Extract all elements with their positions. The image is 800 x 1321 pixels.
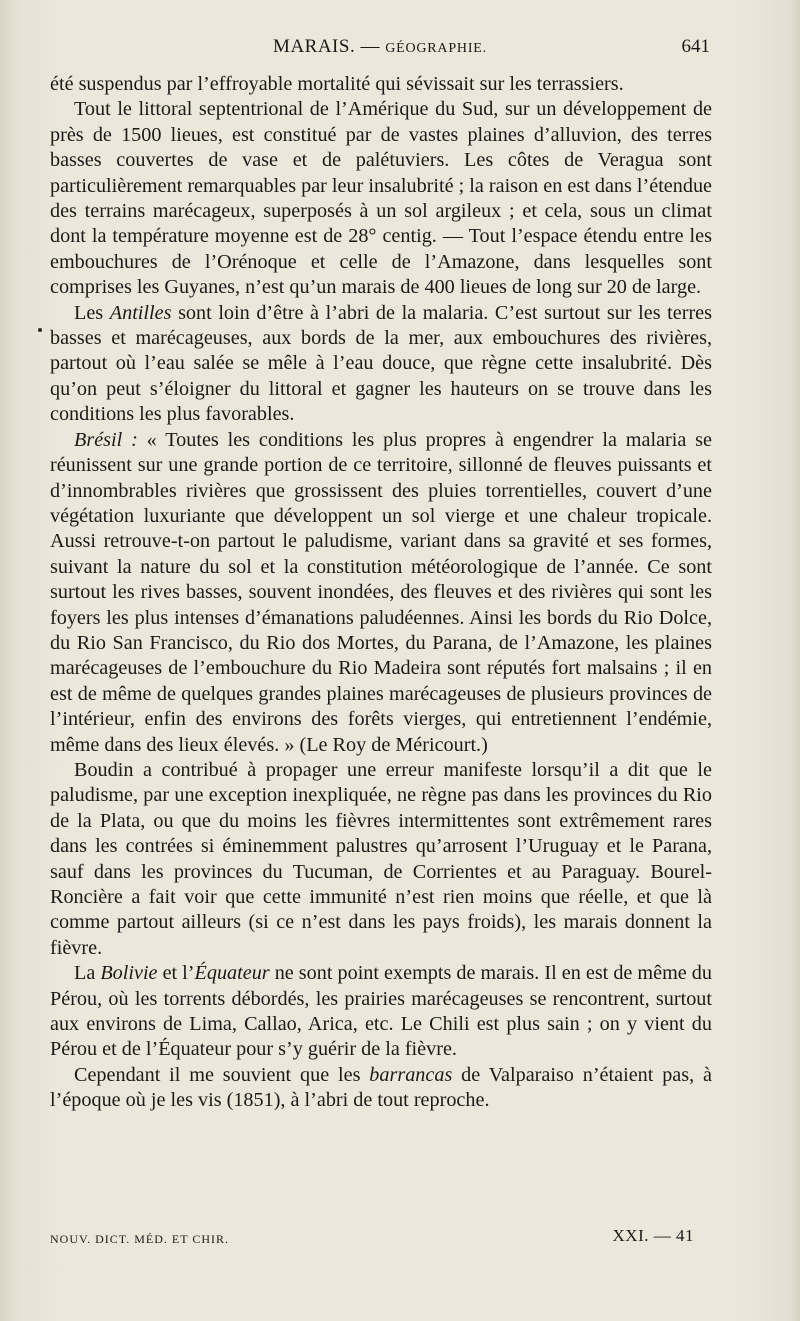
page-number: 641 [681,36,710,57]
paragraph-text: Les [74,301,110,324]
running-title [50,36,710,58]
margin-mark [38,328,42,332]
paragraph [50,961,712,1063]
paragraph-text: Boudin a contribué à propager une erreur manifeste lorsqu’il a dit que le paludisme, par une exception inexpliquée, ne règne pas dans les provinces du Rio de la Plata, ou que du moins les fièvres intermittentes sont extrêmement rares dans les contrées si éminemment palustres qu’arrosent l’Uruguay et le Parana, sauf dans les provinces du Tucuman, de Corrientes et au Paraguay. Bourel-Roncière a fait voir que cette immunité n’est rien moins que réelle, et que là comme partout ailleurs (si ce n’est dans les pays froids), les marais donnent la fièvre. [50,758,712,959]
running-header [50,36,710,64]
paragraph-text: sont loin d’être à l’abri de la malaria. C’est surtout sur les terres basses et marécageuses, aux bords de la mer, aux embouchures des rivières, partout où l’eau salée se mêle à l’eau douce, que règne cette insalubrité. Dès qu’on peut s’éloigner du littoral et gagner les hauteurs on se trouve dans les conditions les plus favorables. [50,301,712,426]
italic-term: Bolivie [100,962,158,985]
paragraph-text: Tout le littoral septentrional de l’Amérique du Sud, sur un développement de près de 1500 lieues, est constitué par de vastes plaines d’alluvion, des terres basses couvertes de vase et de palétuviers. Les côtes de Veragua sont particulièrement remarquables par leur insalubrité ; la raison en est dans l’étendue des terrains marécageux, superposés à un sol argileux ; et cela, sous un climat dont la température moyenne est de 28° centig. — Tout l’espace étendu entre les embouchures de l’Orénoque et celle de l’Amazone, dans lesquelles sont comprises les Guyanes, n’est qu’un marais de 400 lieues de long sur 20 de large. [50,98,712,299]
paragraph-text: été suspendus par l’effroyable mortalité qui sévissait sur les terrassiers. [50,73,624,95]
italic-term: Antilles [109,301,172,324]
collection-title: NOUV. DICT. MÉD. ET CHIR. [50,1232,230,1246]
paragraph [50,758,712,961]
italic-term: Équateur [194,962,270,985]
paragraph-text: « Toutes les conditions les plus propres à engendrer la malaria se réunissent sur une grande portion de ce territoire, sillonné de fleuves puissants et d’innombrables rivières que grossissent des pluies torrentielles, couvert d’une végétation luxuriante que développent un sol vierge et une chaleur tropicale. Aussi retrouve-t-on partout le paludisme, variant dans sa gravité et ses formes, suivant la nature du sol et la constitution météorologique de l’année. Ce sont surtout les rives basses, souvent inondées, des fleuves et des rivières qui sont les foyers les plus intenses d’émanations paludéennes. Ainsi les bords du Rio Dolce, du Rio San Francisco, du Rio dos Mortes, du Parana, de l’Amazone, les plaines marécageuses de l’embouchure du Rio Madeira sont réputés fort malsains ; il en est de même de quelques grandes plaines marécageuses de plusieurs provinces de l’intérieur, enfin des environs des forêts vierges, qui entretiennent l’endémie, même dans des lieux élevés. » (Le Roy de Méricourt.) [50,428,712,756]
paragraph-text: et l’ [157,962,195,985]
paragraph [50,97,712,300]
paragraph [50,428,712,758]
running-title-main: MARAIS. — [273,36,386,57]
paragraph [50,72,712,97]
paragraph-text: ne sont point exempts de marais. Il en est de même du Pérou, où les torrents débordés, les prairies marécageuses se rencontrent, surtout aux environs de Lima, Callao, Arica, etc. Le Chili est plus sain ; on y vient du Pérou et de l’Équateur pour s’y guérir de la fièvre. [50,962,712,1061]
italic-term: Brésil : [74,428,138,451]
body-text [50,72,712,1114]
paragraph [50,301,712,428]
italic-term: barrancas [369,1063,453,1086]
paragraph-text: Cependant il me souvient que les [74,1063,370,1086]
paragraph-text: de Valparaiso n’étaient pas, à l’époque où je les vis (1851), à l’abri de tout reproche. [50,1063,712,1112]
paragraph-text: La [74,962,101,985]
signature-mark: XXI. — 41 [612,1226,694,1245]
page-footer [50,1226,710,1248]
paragraph [50,1063,712,1114]
running-title-section: GÉOGRAPHIE. [385,41,487,56]
